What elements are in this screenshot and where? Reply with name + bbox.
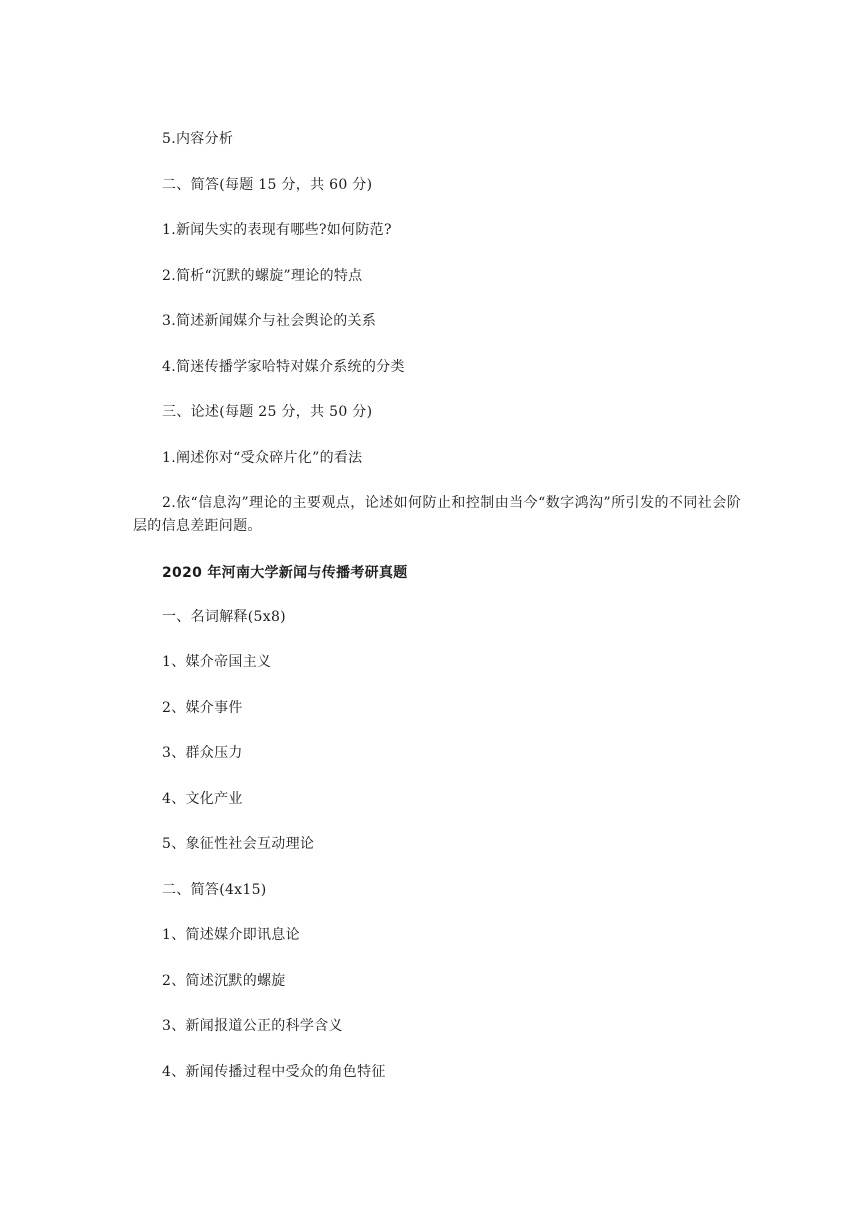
section-short-answer: 二、简答(每题 15 分，共 60 分): [162, 177, 373, 193]
essay-question-2: 2.依“信息沟”理论的主要观点，论述如何防止和控制由当今“数字鸿沟”所引发的不同社会阶层的信息差距问题。: [133, 495, 741, 534]
item-content-analysis: 5.内容分析: [162, 131, 234, 147]
section-term-explanation: 一、名词解释(5x8): [162, 609, 286, 625]
term-2: 2、媒介事件: [162, 700, 243, 716]
short-answer-3: 3、新闻报道公正的科学含义: [162, 1018, 343, 1034]
term-5: 5、象征性社会互动理论: [162, 836, 315, 852]
term-1: 1、媒介帝国主义: [162, 654, 272, 670]
question-1: 1.新闻失实的表现有哪些?如何防范?: [162, 222, 392, 238]
section-essay: 三、论述(每题 25 分，共 50 分): [162, 404, 373, 420]
short-answer-1: 1、简述媒介即讯息论: [162, 927, 300, 943]
exam-2020-heading: 2020 年河南大学新闻与传播考研真题: [162, 565, 408, 581]
section-short-answer-2020: 二、简答(4x15): [162, 882, 267, 898]
question-2: 2.简析“沉默的螺旋”理论的特点: [162, 268, 363, 284]
question-3: 3.简述新闻媒介与社会舆论的关系: [162, 313, 377, 329]
essay-question-1: 1.阐述你对“受众碎片化”的看法: [162, 450, 363, 466]
term-3: 3、群众压力: [162, 745, 243, 761]
short-answer-2: 2、简述沉默的螺旋: [162, 973, 286, 989]
question-4: 4.简迷传播学家哈特对媒介系统的分类: [162, 359, 405, 375]
term-4: 4、文化产业: [162, 791, 243, 807]
short-answer-4: 4、新闻传播过程中受众的角色特征: [162, 1064, 386, 1080]
